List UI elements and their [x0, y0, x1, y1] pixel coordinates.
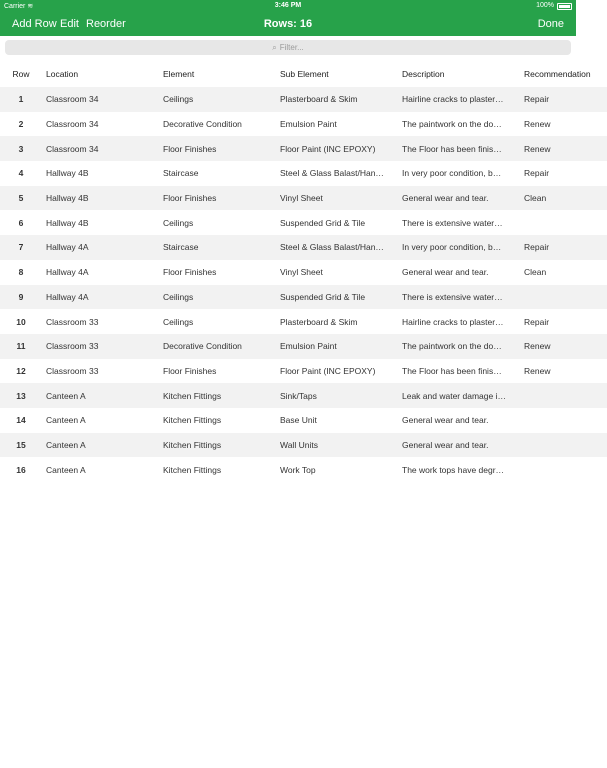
carrier-text: Carrier	[4, 3, 26, 10]
cell-location[interactable]: Canteen A	[42, 433, 159, 458]
cell-row[interactable]: 11	[0, 334, 42, 359]
cell-element[interactable]: Floor Finishes	[159, 186, 276, 211]
header-sub-element[interactable]: Sub Element	[280, 69, 329, 79]
cell-recommendation[interactable]: Clean	[520, 186, 607, 211]
cell-description[interactable]: The work tops have degr…	[398, 457, 520, 482]
cell-description[interactable]: General wear and tear.	[398, 260, 520, 285]
cell-sub-element[interactable]: Plasterboard & Skim	[276, 87, 398, 112]
table-row[interactable]	[0, 87, 607, 112]
cell-sub-element[interactable]: Plasterboard & Skim	[276, 309, 398, 334]
cell-sub-element[interactable]: Wall Units	[276, 433, 398, 458]
cell-element[interactable]: Kitchen Fittings	[159, 433, 276, 458]
table-row[interactable]	[0, 186, 607, 211]
nav-bar	[0, 12, 576, 36]
table-row[interactable]	[0, 285, 607, 310]
cell-sub-element[interactable]: Suspended Grid & Tile	[276, 285, 398, 310]
cell-description[interactable]: There is extensive water…	[398, 210, 520, 235]
cell-description[interactable]: In very poor condition, b…	[398, 161, 520, 186]
status-bar	[0, 0, 576, 12]
cell-row[interactable]: 10	[0, 309, 42, 334]
table-row[interactable]	[0, 161, 607, 186]
cell-recommendation[interactable]: Renew	[520, 136, 607, 161]
cell-sub-element[interactable]: Sink/Taps	[276, 383, 398, 408]
page-title: Rows: 16	[263, 18, 313, 30]
cell-location[interactable]: Classroom 34	[42, 87, 159, 112]
cell-recommendation[interactable]: Renew	[520, 334, 607, 359]
cell-recommendation[interactable]	[520, 210, 607, 235]
status-time: 3:46 PM	[274, 2, 302, 9]
cell-description[interactable]: The Floor has been finis…	[398, 136, 520, 161]
cell-row[interactable]: 9	[0, 285, 42, 310]
cell-description[interactable]: The Floor has been finis…	[398, 359, 520, 384]
cell-sub-element[interactable]: Floor Paint (INC EPOXY)	[276, 136, 398, 161]
header-recommendation[interactable]: Recommendation	[524, 69, 591, 79]
cell-element[interactable]: Decorative Condition	[159, 334, 276, 359]
cell-sub-element[interactable]: Emulsion Paint	[276, 112, 398, 137]
cell-element[interactable]: Staircase	[159, 235, 276, 260]
table-row[interactable]	[0, 136, 607, 161]
cell-recommendation[interactable]	[520, 433, 607, 458]
search-icon: ⌕	[272, 43, 277, 52]
cell-row[interactable]: 4	[0, 161, 42, 186]
table-row[interactable]	[0, 112, 607, 137]
table-row[interactable]	[0, 408, 607, 433]
cell-sub-element[interactable]: Floor Paint (INC EPOXY)	[276, 359, 398, 384]
cell-recommendation[interactable]: Renew	[520, 359, 607, 384]
cell-row[interactable]: 12	[0, 359, 42, 384]
table-row[interactable]	[0, 383, 607, 408]
cell-row[interactable]: 3	[0, 136, 42, 161]
table-header-row	[0, 61, 607, 87]
cell-location[interactable]: Classroom 34	[42, 112, 159, 137]
cell-location[interactable]: Hallway 4A	[42, 285, 159, 310]
filter-input[interactable]	[5, 40, 571, 55]
cell-recommendation[interactable]: Clean	[520, 260, 607, 285]
cell-location[interactable]: Canteen A	[42, 408, 159, 433]
cell-description[interactable]: Hairline cracks to plaster…	[398, 309, 520, 334]
cell-row[interactable]: 15	[0, 433, 42, 458]
cell-recommendation[interactable]: Repair	[520, 87, 607, 112]
cell-element[interactable]: Ceilings	[159, 87, 276, 112]
add-row-button[interactable]: Add Row	[12, 18, 57, 30]
cell-description[interactable]: General wear and tear.	[398, 433, 520, 458]
done-button[interactable]: Done	[537, 18, 564, 30]
header-row[interactable]: Row	[12, 69, 30, 79]
data-table	[0, 61, 607, 482]
cell-location[interactable]: Canteen A	[42, 457, 159, 482]
cell-sub-element[interactable]: Base Unit	[276, 408, 398, 433]
cell-row[interactable]: 2	[0, 112, 42, 137]
cell-sub-element[interactable]: Work Top	[276, 457, 398, 482]
battery-icon	[557, 3, 572, 10]
cell-sub-element[interactable]: Steel & Glass Balast/Han…	[276, 161, 398, 186]
cell-location[interactable]: Classroom 33	[42, 359, 159, 384]
cell-sub-element[interactable]: Emulsion Paint	[276, 334, 398, 359]
cell-element[interactable]: Ceilings	[159, 309, 276, 334]
cell-recommendation[interactable]: Renew	[520, 112, 607, 137]
table-row[interactable]	[0, 359, 607, 384]
table-row[interactable]	[0, 210, 607, 235]
cell-description[interactable]: In very poor condition, b…	[398, 235, 520, 260]
filter-placeholder: Filter...	[279, 43, 304, 52]
cell-location[interactable]: Hallway 4B	[42, 161, 159, 186]
cell-element[interactable]: Staircase	[159, 161, 276, 186]
cell-element[interactable]: Ceilings	[159, 285, 276, 310]
cell-sub-element[interactable]: Suspended Grid & Tile	[276, 210, 398, 235]
cell-element[interactable]: Decorative Condition	[159, 112, 276, 137]
cell-location[interactable]: Hallway 4B	[42, 186, 159, 211]
cell-row[interactable]: 6	[0, 210, 42, 235]
wifi-icon: ≋	[27, 3, 34, 10]
table-row[interactable]	[0, 334, 607, 359]
cell-description[interactable]: Hairline cracks to plaster…	[398, 87, 520, 112]
reorder-button[interactable]: Reorder	[86, 18, 126, 30]
cell-element[interactable]: Kitchen Fittings	[159, 383, 276, 408]
cell-sub-element[interactable]: Vinyl Sheet	[276, 260, 398, 285]
cell-location[interactable]: Hallway 4A	[42, 235, 159, 260]
cell-element[interactable]: Floor Finishes	[159, 359, 276, 384]
cell-row[interactable]: 8	[0, 260, 42, 285]
cell-location[interactable]: Canteen A	[42, 383, 159, 408]
cell-row[interactable]: 13	[0, 383, 42, 408]
cell-element[interactable]: Ceilings	[159, 210, 276, 235]
table-row[interactable]	[0, 309, 607, 334]
cell-recommendation[interactable]: Repair	[520, 161, 607, 186]
cell-description[interactable]: General wear and tear.	[398, 186, 520, 211]
cell-element[interactable]: Kitchen Fittings	[159, 408, 276, 433]
cell-description[interactable]: General wear and tear.	[398, 408, 520, 433]
edit-button[interactable]: Edit	[60, 18, 79, 30]
table-row[interactable]	[0, 235, 607, 260]
cell-description[interactable]: Leak and water damage i…	[398, 383, 520, 408]
cell-location[interactable]: Classroom 33	[42, 309, 159, 334]
cell-row[interactable]: 1	[0, 87, 42, 112]
cell-recommendation[interactable]	[520, 408, 607, 433]
header-description[interactable]: Description	[402, 69, 445, 79]
table-body	[0, 87, 607, 482]
cell-sub-element[interactable]: Steel & Glass Balast/Han…	[276, 235, 398, 260]
cell-location[interactable]: Hallway 4A	[42, 260, 159, 285]
cell-row[interactable]: 14	[0, 408, 42, 433]
cell-recommendation[interactable]: Repair	[520, 309, 607, 334]
cell-element[interactable]: Floor Finishes	[159, 260, 276, 285]
battery-percent: 100%	[536, 2, 554, 9]
search-bar	[0, 36, 576, 61]
cell-location[interactable]: Classroom 34	[42, 136, 159, 161]
table-row[interactable]	[0, 260, 607, 285]
cell-recommendation[interactable]: Repair	[520, 235, 607, 260]
cell-description[interactable]: The paintwork on the do…	[398, 112, 520, 137]
header-element[interactable]: Element	[163, 69, 195, 79]
cell-recommendation[interactable]	[520, 285, 607, 310]
cell-element[interactable]: Floor Finishes	[159, 136, 276, 161]
cell-row[interactable]: 5	[0, 186, 42, 211]
cell-description[interactable]: The paintwork on the do…	[398, 334, 520, 359]
cell-row[interactable]: 7	[0, 235, 42, 260]
header-location[interactable]: Location	[46, 69, 79, 79]
cell-sub-element[interactable]: Vinyl Sheet	[276, 186, 398, 211]
cell-element[interactable]: Kitchen Fittings	[159, 457, 276, 482]
table-row[interactable]	[0, 433, 607, 458]
cell-location[interactable]: Classroom 33	[42, 334, 159, 359]
cell-location[interactable]: Hallway 4B	[42, 210, 159, 235]
cell-row[interactable]: 16	[0, 457, 42, 482]
cell-recommendation[interactable]	[520, 383, 607, 408]
cell-recommendation[interactable]	[520, 457, 607, 482]
cell-description[interactable]: There is extensive water…	[398, 285, 520, 310]
table-row[interactable]	[0, 457, 607, 482]
